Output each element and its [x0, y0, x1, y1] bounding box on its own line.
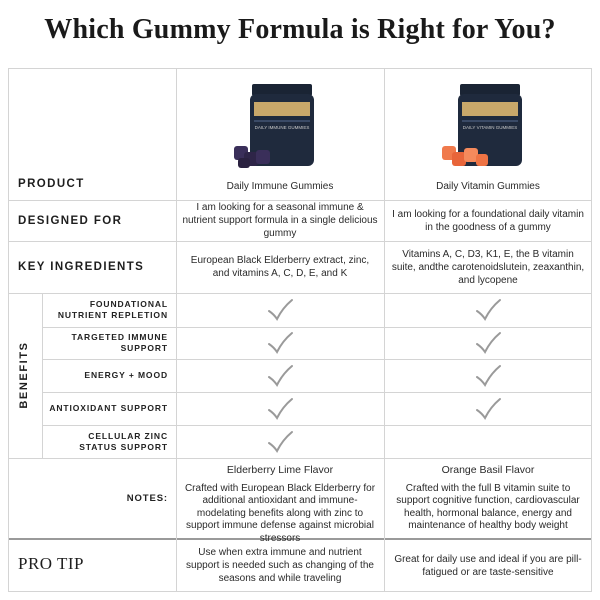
benefit-label-foundational: FOUNDATIONAL NUTRIENT REPLETION: [57, 299, 168, 320]
checkmark-icon: [266, 397, 294, 421]
row-label-product: PRODUCT: [18, 178, 85, 190]
designed-for-immune: I am looking for a seasonal immune & nutrient support formula in a single delicious gummy: [182, 202, 378, 239]
checkmark-icon: [474, 397, 502, 421]
notes-text-immune: Crafted with European Black Elderberry for additional antioxidant and immune-modelating benefits along with zinc to support immune defense against microbial stressors: [184, 482, 376, 544]
notes-text-vitamin: Crafted with the full B vitamin suite to support cognitive function, cardiovascular health, hormonal balance, energy and maintenance of healthy body weight: [396, 482, 580, 531]
row-label-designed-for: DESIGNED FOR: [18, 214, 123, 227]
grid-line: [8, 68, 592, 69]
gummy: [452, 152, 466, 166]
benefit-label-targeted-immune: TARGETED IMMUNE SUPPORT: [71, 332, 168, 353]
row-label-pro-tip: PRO TIP: [18, 554, 85, 573]
flavor-immune: Elderberry Lime Flavor: [226, 464, 334, 476]
product-name-vitamin: Daily Vitamin Gummies: [436, 180, 540, 192]
row-label-notes: NOTES:: [126, 492, 168, 504]
gummy: [476, 154, 488, 166]
jar-label-text: DAILY IMMUNE GUMMIES: [254, 125, 310, 130]
immune-gummies-jar-image: [230, 82, 334, 170]
benefit-label-cellular-zinc: CELLULAR ZINC STATUS SUPPORT: [79, 430, 168, 452]
row-label-benefits: BENEFITS: [18, 341, 30, 409]
pro-tip-vitamin: Great for daily use and ideal if you are pill-fatigued or are taste-sensitive: [394, 553, 582, 578]
page-title: Which Gummy Formula is Right for You?: [44, 14, 556, 45]
vitamin-gummies-jar-image: [438, 82, 542, 170]
pro-tip-immune: Use when extra immune and nutrient support is needed such as changing of the seasons and while traveling: [186, 547, 374, 584]
benefit-label-energy-mood: ENERGY + MOOD: [84, 370, 168, 380]
grid-line: [176, 68, 177, 592]
gummy: [238, 158, 250, 168]
row-label-key-ingredients: KEY INGREDIENTS: [18, 261, 145, 273]
checkmark-icon: [266, 430, 294, 454]
designed-for-vitamin: I am looking for a foundational daily vitamin in the goodness of a gummy: [392, 208, 584, 233]
grid-line: [384, 68, 385, 592]
key-ingredients-immune: European Black Elderberry extract, zinc, and vitamins A, C, D, E, and K: [190, 255, 370, 279]
comparison-table: [8, 68, 592, 592]
checkmark-icon: [474, 331, 502, 355]
checkmark-icon: [266, 298, 294, 322]
product-name-immune: Daily Immune Gummies: [226, 180, 334, 192]
notes-vitamin: [390, 464, 586, 533]
gummy: [464, 148, 478, 162]
checkmark-icon: [266, 364, 294, 388]
benefit-label-antioxidant: ANTIOXIDANT SUPPORT: [49, 403, 168, 413]
grid-line: [8, 591, 592, 592]
checkmark-icon: [474, 364, 502, 388]
jar-label-text: DAILY VITAMIN GUMMIES: [462, 125, 518, 130]
grid-line: [591, 68, 592, 592]
checkmark-icon: [266, 331, 294, 355]
flavor-vitamin: Orange Basil Flavor: [441, 464, 535, 476]
checkmark-icon: [474, 298, 502, 322]
key-ingredients-vitamin: Vitamins A, C, D3, K1, E, the B vitamin suite, andthe carotenoidslutein, zeaxanthin, and lycopene: [391, 248, 585, 286]
gummy: [256, 150, 270, 164]
notes-immune: [184, 464, 376, 545]
